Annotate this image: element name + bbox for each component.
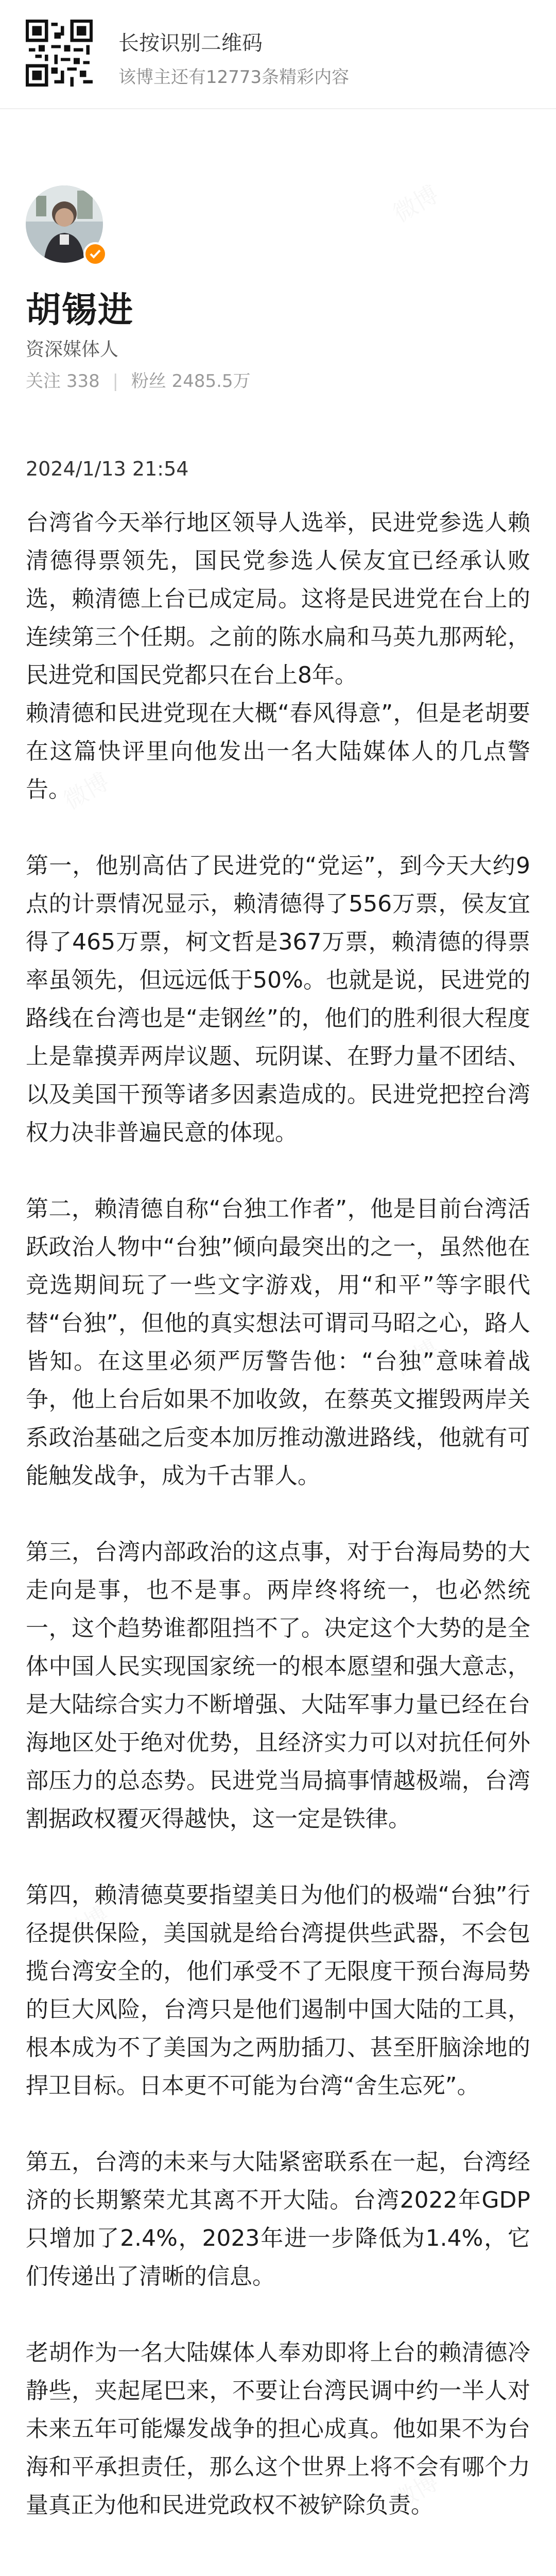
verified-badge-icon (83, 242, 107, 266)
fans-label: 粉丝 (131, 371, 166, 392)
author-role: 资深媒体人 (26, 339, 119, 360)
banner-title: 长按识别二维码 (118, 31, 263, 55)
post-paragraph-4: 第二，赖清德自称“台独工作者”，他是目前台湾活跃政治人物中“台独”倾向最突出的之一，虽然他在竞选期间玩了一些文字游戏，用“和平”等字眼代替“台独”，但他的真实想法可谓司马昭之心，路人皆知。在这里必须严厉警告他：“台独”意味着战争，他上台后如果不加收敛，在蔡英文摧毁两岸关系政治基础之后变本加厉推动激进路线，他就有可能触发战争，成为千古罪人。 (26, 1196, 530, 1489)
author-name[interactable]: 胡锡进 (26, 290, 134, 331)
stats-divider: | (112, 371, 118, 392)
fans-count: 2485.5万 (171, 371, 251, 392)
post-body (26, 504, 530, 2524)
follow-count: 338 (66, 371, 100, 392)
post-paragraph-5: 第三，台湾内部政治的这点事，对于台海局势的大走向是事，也不是事。两岸终将统一，也必然统一，这个趋势谁都阻挡不了。决定这个大势的是全体中国人民实现国家统一的根本愿望和强大意志，是大陆综合实力不断增强、大陆军事力量已经在台海地区处于绝对优势，且经济实力可以对抗任何外部压力的总态势。民进党当局搞事情越极端，台湾割据政权覆灭得越快，这一定是铁律。 (26, 1539, 530, 1832)
watermark (386, 176, 444, 229)
post-paragraph-6: 第四，赖清德莫要指望美日为他们的极端“台独”行径提供保险，美国就是给台湾提供些武器，不会包揽台湾安全的，他们承受不了无限度干预台海局势的巨大风险，台湾只是他们遏制中国大陆的工具，根本成为不了美国为之两肋插刀、甚至肝脑涂地的捍卫目标。日本更不可能为台湾“舍生忘死”。 (26, 1882, 530, 2099)
qr-code-icon[interactable] (26, 20, 93, 87)
author-stats (26, 367, 251, 392)
post-date: 2024/1/13 21:54 (26, 457, 189, 480)
top-qr-banner[interactable] (0, 0, 556, 109)
post-paragraph-2: 赖清德和民进党现在大概“春风得意”，但是老胡要在这篇快评里向他发出一名大陆媒体人的几点警告。 (26, 700, 530, 803)
post-paragraph-1: 台湾省今天举行地区领导人选举，民进党参选人赖清德得票领先，国民党参选人侯友宜已经承认败选，赖清德上台已成定局。这将是民进党在台上的连续第三个任期。之前的陈水扁和马英九那两轮，民进党和国民党都只在台上8年。 (26, 510, 530, 688)
post-paragraph-8: 老胡作为一名大陆媒体人奉劝即将上台的赖清德冷静些，夹起尾巴来，不要让台湾民调中约一半人对未来五年可能爆发战争的担心成真。他如果不为台海和平承担责任，那么这个世界上将不会有哪个力量真正为他和民进党政权不被铲除负责。 (26, 2340, 530, 2518)
banner-subtitle: 该博主还有12773条精彩内容 (118, 67, 350, 88)
follow-label: 关注 (26, 371, 61, 392)
post-paragraph-3: 第一，他别高估了民进党的“党运”，到今天大约9点的计票情况显示，赖清德得了556万票，侯友宜得了465万票，柯文哲是367万票，赖清德的得票率虽领先，但远远低于50%。也就是说，民进党的路线在台湾也是“走钢丝”的，他们的胜利很大程度上是靠摸弄两岸议题、玩阴谋、在野力量不团结、以及美国干预等诸多因素造成的。民进党把控台湾权力决非普遍民意的体现。 (26, 853, 530, 1146)
post-paragraph-7: 第五，台湾的未来与大陆紧密联系在一起，台湾经济的长期繁荣尤其离不开大陆。台湾2022年GDP只增加了2.4%，2023年进一步降低为1.4%，它们传递出了清晰的信息。 (26, 2149, 530, 2290)
